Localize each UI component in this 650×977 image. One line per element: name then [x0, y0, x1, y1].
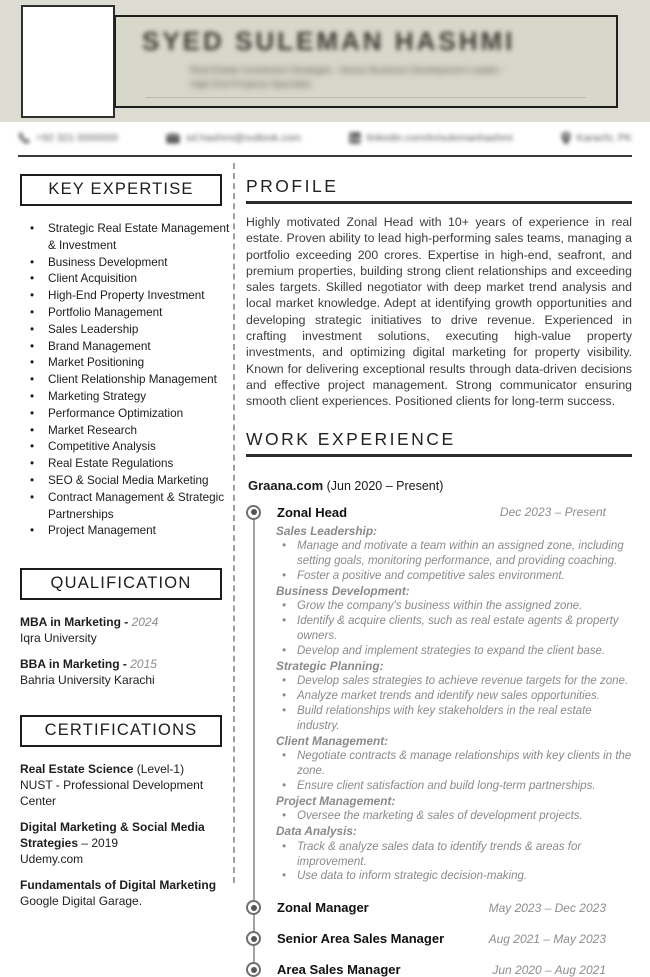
name-panel: [114, 15, 618, 108]
school-name: Iqra University: [20, 631, 97, 646]
certification-org: Google Digital Garage.: [20, 894, 143, 909]
expertise-item: • Strategic Real Estate Management & Investment: [28, 221, 232, 255]
expertise-item: • Contract Management & Strategic Partnerships: [28, 490, 232, 524]
job-section-label: Project Management:: [276, 793, 396, 808]
job-dates: Aug 2021 – May 2023: [488, 931, 606, 946]
job-bullet: • Use data to inform strategic decision-making.: [276, 869, 632, 884]
job-bullet: • Build relationships with key stakeholders in the real estate industry.: [276, 704, 632, 734]
certifications-section: [18, 715, 232, 909]
job-section-label: Strategic Planning:: [276, 658, 384, 673]
job-dates: Dec 2023 – Present: [499, 505, 606, 520]
job-bullet: • Oversee the marketing & sales of development projects.: [276, 809, 632, 824]
contact-location: [561, 132, 632, 145]
timeline-marker-icon: [246, 962, 261, 977]
candidate-tagline-line1: Real Estate Investment Strategist - Senior Business Development Leader -: [190, 65, 505, 76]
expertise-item: • Client Acquisition: [28, 271, 232, 288]
job-section-label: Client Management:: [276, 733, 389, 748]
column-divider: [233, 163, 235, 883]
certification-detail: – 2019: [78, 836, 119, 851]
profile-photo-placeholder: [21, 5, 115, 118]
work-experience-underline: [246, 454, 632, 457]
job-bullet-list: [276, 674, 632, 734]
company-dates: (Jun 2020 – Present): [326, 478, 444, 493]
job-section-label: Business Development:: [276, 583, 410, 598]
expertise-item: • Project Management: [28, 523, 232, 540]
contact-phone: [18, 132, 118, 144]
job-details: [276, 524, 632, 885]
expertise-item: • Real Estate Regulations: [28, 456, 232, 473]
degree-year: 2015: [130, 657, 157, 672]
expertise-item: • Sales Leadership: [28, 322, 232, 339]
qualification-section: [18, 568, 232, 688]
job-bullet: • Develop sales strategies to achieve revenue targets for the zone.: [276, 674, 632, 689]
job-bullet: • Grow the company's business within the assigned zone.: [276, 599, 632, 614]
expertise-item: • Client Relationship Management: [28, 372, 232, 389]
job-bullet-list: [276, 809, 632, 824]
certification-org: NUST - Professional Development Center: [20, 778, 204, 809]
expertise-item: • Portfolio Management: [28, 305, 232, 322]
location-pin-icon: [561, 132, 571, 145]
contact-linkedin: [349, 132, 513, 144]
job-dates: May 2023 – Dec 2023: [488, 900, 606, 915]
job-bullet: • Ensure client satisfaction and build long-term partnerships.: [276, 779, 632, 794]
header-divider-rule: [18, 155, 632, 157]
timeline-marker-icon: [246, 505, 261, 520]
job-bullet: • Manage and motivate a team within an assigned zone, including setting goals, monitoring performance, and providing coaching.: [276, 539, 632, 569]
expertise-item: • Brand Management: [28, 339, 232, 356]
company-line: [248, 478, 632, 493]
profile-heading: PROFILE: [246, 176, 339, 196]
expertise-item: • Business Development: [28, 255, 232, 272]
linkedin-icon: [349, 132, 361, 144]
certification-detail: (Level-1): [133, 762, 185, 777]
certification-org: Udemy.com: [20, 852, 84, 867]
key-expertise-heading: KEY EXPERTISE: [20, 174, 222, 206]
panel-divider: [146, 97, 586, 98]
certification-name: Digital Marketing & Social Media Strategies: [20, 820, 205, 851]
contact-email-text: sd.hashmi@outlook.com: [185, 132, 301, 144]
job-row: [246, 900, 632, 915]
job-bullet: • Foster a positive and competitive sales environment.: [276, 569, 632, 584]
expertise-item: • Marketing Strategy: [28, 389, 232, 406]
certification-entry: [20, 877, 232, 909]
job-bullet: • Identify & acquire clients, such as real estate agents & property owners.: [276, 614, 632, 644]
job-title: Senior Area Sales Manager: [277, 931, 445, 947]
job-bullet: • Negotiate contracts & manage relationships with key clients in the zone.: [276, 749, 632, 779]
school-name: Bahria University Karachi: [20, 673, 155, 688]
job-title: Zonal Head: [277, 504, 348, 520]
expertise-item: • High-End Property Investment: [28, 288, 232, 305]
job-row: [246, 962, 632, 977]
profile-underline: [246, 201, 632, 204]
contact-linkedin-text: linkedin.com/in/sulemanhashmi: [366, 132, 513, 144]
certifications-heading: CERTIFICATIONS: [20, 715, 222, 747]
job-section-label: Data Analysis:: [276, 824, 357, 839]
job-bullet-list: [276, 840, 632, 885]
contact-location-text: Karachi, PK: [576, 132, 632, 144]
qualification-entry: [20, 614, 232, 646]
expertise-item: • SEO & Social Media Marketing: [28, 473, 232, 490]
job-bullet-list: [276, 599, 632, 659]
degree-name: MBA in Marketing -: [20, 615, 132, 630]
job-bullet-list: [276, 749, 632, 794]
key-expertise-list: [28, 221, 232, 540]
phone-icon: [18, 132, 30, 144]
job-dates: Jun 2020 – Aug 2021: [492, 962, 606, 977]
job-row: [246, 505, 632, 520]
main-content: [0, 163, 650, 977]
header-banner: [0, 0, 650, 122]
certification-entry: [20, 761, 232, 809]
email-icon: [166, 133, 180, 144]
contact-email: [166, 132, 301, 144]
degree-year: 2024: [131, 615, 159, 630]
qualification-heading: QUALIFICATION: [20, 568, 222, 600]
timeline-marker-icon: [246, 900, 261, 915]
degree-name: BBA in Marketing -: [20, 657, 131, 672]
certification-name: Fundamentals of Digital Marketing: [20, 878, 217, 893]
job-bullet-list: [276, 539, 632, 584]
work-experience-heading: WORK EXPERIENCE: [246, 428, 456, 449]
candidate-name: SYED SULEMAN HASHMI: [142, 26, 516, 56]
profile-summary: Highly motivated Zonal Head with 10+ years of experience in real estate. Proven ability to lead high-performing sales teams, managing a portfolio exceeding 200 crores. Expertise in high-end, seafront, and premium properties, building strong client relationships and exceeding sales targets. Skilled negotiator with deep market trend analysis and local market knowledge. Adept at identifying growth opportunities and developing strategic initiatives to drive revenue. Experienced in crafting investment solutions, executing high-value property investments, and optimizing digital marketing for property visibility. Known for delivering exceptional results through data-driven decisions and effective project management. Strong communicator ensuring smooth client experiences. Positioned clients for long-term success.: [246, 215, 632, 409]
company-name: Graana.com: [248, 477, 324, 493]
job-section-label: Sales Leadership:: [276, 523, 377, 538]
qualification-entry: [20, 656, 232, 688]
timeline-marker-icon: [246, 931, 261, 946]
job-bullet: • Track & analyze sales data to identify trends & areas for improvement.: [276, 840, 632, 870]
contact-bar: [0, 124, 650, 152]
experience-timeline: [246, 505, 632, 977]
expertise-item: • Market Research: [28, 423, 232, 440]
expertise-item: • Market Positioning: [28, 355, 232, 372]
left-sidebar: [18, 163, 232, 909]
expertise-item: • Competitive Analysis: [28, 439, 232, 456]
expertise-item: • Performance Optimization: [28, 406, 232, 423]
job-row: [246, 931, 632, 946]
main-column: [246, 163, 632, 977]
job-title: Area Sales Manager: [277, 962, 401, 977]
job-bullet: • Analyze market trends and identify new sales opportunities.: [276, 689, 632, 704]
job-bullet: • Develop and implement strategies to expand the client base.: [276, 644, 632, 659]
job-title: Zonal Manager: [277, 900, 369, 916]
certification-entry: [20, 819, 232, 867]
candidate-tagline-line2: High End Property Specialist: [190, 79, 311, 90]
contact-phone-text: +92 321 0000000: [36, 132, 119, 144]
certification-name: Real Estate Science: [20, 762, 134, 777]
